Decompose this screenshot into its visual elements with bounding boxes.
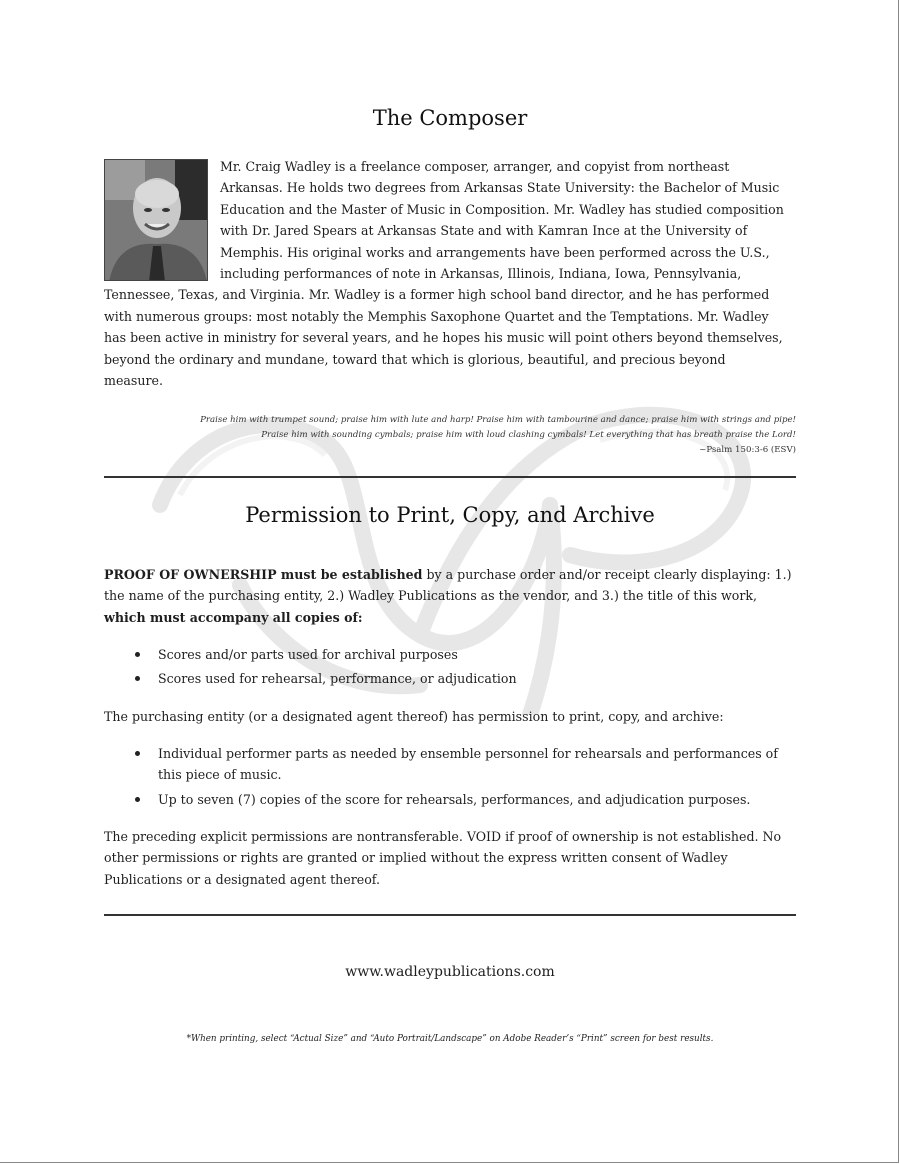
permission-title: Permission to Print, Copy, and Archive <box>245 503 655 527</box>
proof-of-ownership-paragraph <box>104 564 796 628</box>
purchasing-entity-paragraph: The purchasing entity (or a designated agent thereof) has permission to print, copy, and archive: <box>104 709 724 724</box>
list-item-text: Up to seven (7) copies of the score for rehearsals, performances, and adjudication purposes. <box>158 791 751 807</box>
permission-bullet-list <box>104 743 796 813</box>
list-item-text: Scores used for rehearsal, performance, or adjudication <box>158 671 517 687</box>
list-item <box>104 644 796 665</box>
archival-bullet-list <box>104 644 796 693</box>
proof-text: by a purchase order and/or receipt clearly displaying: 1.) the name of the purchasing entity, 2.) Wadley Publications as the vendor, and 3.) the title of this work, <box>104 567 792 604</box>
proof-bold-lead: PROOF OF OWNERSHIP must be established <box>104 567 423 582</box>
proof-bold-tail: which must accompany all copies of: <box>104 609 363 625</box>
nontransferable-paragraph: The preceding explicit permissions are nontransferable. VOID if proof of ownership is not established. No other permissions or rights are granted or implied without the express written consent of Wadley Publications or a designated agent thereof. <box>104 829 782 887</box>
bullet-icon <box>135 751 140 756</box>
quote-line-2: Praise him with sounding cymbals; praise him with loud clashing cymbals! Let everything that has breath praise the Lord! <box>261 430 796 440</box>
quote-citation: ~Psalm 150:3-6 (ESV) <box>699 445 796 455</box>
printing-note: *When printing, select “Actual Size” and “Auto Portrait/Landscape” on Adobe Reader’s “Print” screen for best results. <box>186 1034 714 1044</box>
bullet-icon <box>135 676 140 681</box>
divider-rule <box>104 476 796 478</box>
list-item-text: Scores and/or parts used for archival purposes <box>158 647 458 662</box>
divider-rule <box>104 914 796 916</box>
scripture-quote <box>104 413 796 458</box>
quote-line-1: Praise him with trumpet sound; praise him with lute and harp! Praise him with tambourine and dance; praise him with strings and pipe! <box>200 415 796 425</box>
composer-bio <box>104 156 788 391</box>
list-item <box>104 668 796 689</box>
list-item <box>104 743 796 786</box>
list-item <box>104 789 796 810</box>
website-link[interactable]: www.wadleypublications.com <box>345 964 555 980</box>
composer-title: The Composer <box>372 106 528 130</box>
bullet-icon <box>135 652 140 657</box>
bullet-icon <box>135 797 140 802</box>
composer-bio-text: Mr. Craig Wadley is a freelance composer, arranger, and copyist from northeast Arkansas. He holds two degrees from Arkansas State University: the Bachelor of Music Education and the Master of Music in Composition. Mr. Wadley has studied composition with Dr. Jared Spears at Arkansas State and with Kamran Ince at the University of Memphis. His original works and arrangements have been performed across the U.S., including performances of note in Arkansas, Illinois, Indiana, Iowa, Pennsylvania, Tennessee, Texas, and Virginia. Mr. Wadley is a former high school band director, and he has performed with numerous groups: most notably the Memphis Saxophone Quartet and the Temptations. Mr. Wadley has been active in ministry for several years, and he hopes his music will point others beyond themselves, beyond the ordinary and mundane, toward that which is glorious, beautiful, and precious beyond measure. <box>104 159 784 389</box>
composer-photo <box>104 159 208 281</box>
list-item-text: Individual performer parts as needed by ensemble personnel for rehearsals and performances of this piece of music. <box>158 746 778 783</box>
